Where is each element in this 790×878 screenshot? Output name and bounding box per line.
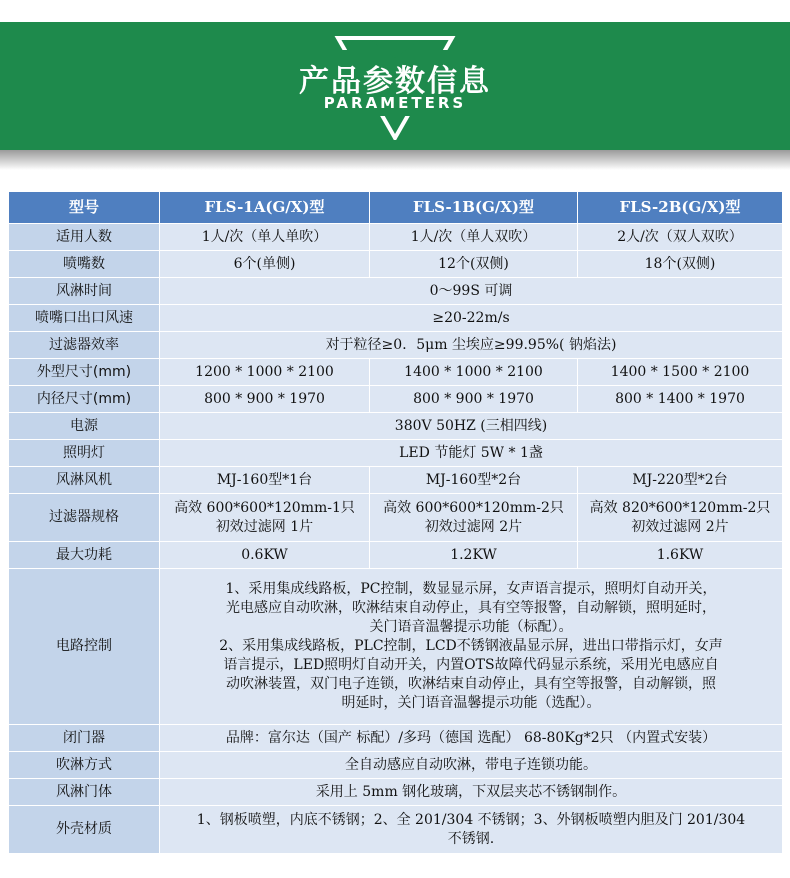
row-inner-size: [9, 386, 783, 413]
cell-value: MJ-160型*1台: [160, 467, 370, 494]
row-nozzles: [9, 251, 783, 278]
row-label: 喷嘴口出口风速: [9, 305, 160, 332]
cell-value: 2人/次（双人双吹）: [578, 224, 783, 251]
header-model-1a: FLS-1A(G/X)型: [160, 192, 370, 224]
row-label: 电路控制: [9, 569, 160, 725]
cell-line: 1、采用集成线路板，PC控制，数显显示屏，女声语言提示，照明灯自动开关，: [225, 581, 717, 597]
cell-line: 明延时，关门语音温馨提示功能（选配）。: [341, 695, 601, 711]
cell-line: 高效 820*600*120mm-2只: [589, 499, 771, 516]
banner: [0, 0, 790, 170]
cell-line: 1、钢板喷塑，内底不锈钢；2、全 201/304 不锈钢；3、外钢板喷塑内胆及门 201/304: [196, 811, 746, 828]
cell-value: 1人/次（单人双吹）: [370, 224, 578, 251]
cell-line: 动吹淋装置，双门电子连锁，吹淋结束自动停止，具有空等报警，自动解锁，照: [226, 676, 716, 692]
row-label: 吹淋方式: [9, 752, 160, 779]
cell-line: 初效过滤网 2片: [424, 518, 523, 535]
row-label: 电源: [9, 413, 160, 440]
header-model-2b: FLS-2B(G/X)型: [578, 192, 783, 224]
cell-value: 全自动感应自动吹淋，带电子连锁功能。: [160, 752, 783, 779]
row-max-power: [9, 542, 783, 569]
row-persons: [9, 224, 783, 251]
row-door-closer: [9, 725, 783, 752]
row-label: 内径尺寸(mm): [9, 386, 160, 413]
cell-value: 1200 * 1000 * 2100: [160, 359, 370, 386]
row-label: 最大功耗: [9, 542, 160, 569]
cell-line: 光电感应自动吹淋，吹淋结束自动停止，具有空等报警，自动解锁，照明延时，: [226, 600, 716, 616]
row-label: 外壳材质: [9, 806, 160, 854]
cell-value: MJ-220型*2台: [578, 467, 783, 494]
cell-value: 1人/次（单人单吹）: [160, 224, 370, 251]
cell-value: 380V 50HZ (三相四线): [160, 413, 783, 440]
row-fan: [9, 467, 783, 494]
row-light: [9, 440, 783, 467]
row-label: 风淋门体: [9, 779, 160, 806]
cell-value: [370, 494, 578, 542]
cell-value: 1400 * 1000 * 2100: [370, 359, 578, 386]
row-label: 适用人数: [9, 224, 160, 251]
cell-line: 2、采用集成线路板，PLC控制，LCD不锈钢液晶显示屏，进出口带指示灯，女声: [219, 638, 723, 654]
cell-value: [160, 494, 370, 542]
cell-value: 1400 * 1500 * 2100: [578, 359, 783, 386]
cell-value: 对于粒径≥0．5μm 尘埃应≥99.95%( 钠焰法): [160, 332, 783, 359]
row-power: [9, 413, 783, 440]
row-filter-efficiency: [9, 332, 783, 359]
cell-line: 初效过滤网 1片: [215, 518, 314, 535]
header-model-label: 型号: [9, 192, 160, 224]
row-outer-size: [9, 359, 783, 386]
row-label: 风淋风机: [9, 467, 160, 494]
banner-shadow: [0, 150, 790, 170]
cell-line: 关门语音温馨提示功能（标配）。: [369, 619, 573, 635]
row-label: 过滤器规格: [9, 494, 160, 542]
cell-value: 1.6KW: [578, 542, 783, 569]
row-label: 外型尺寸(mm): [9, 359, 160, 386]
cell-value: [160, 806, 783, 854]
row-label: 闭门器: [9, 725, 160, 752]
row-door-body: [9, 779, 783, 806]
cell-line: 高效 600*600*120mm-2只: [383, 499, 564, 516]
cell-value: 0～99S 可调: [160, 278, 783, 305]
cell-value: ≥20-22m/s: [160, 305, 783, 332]
cell-value: 800 * 900 * 1970: [160, 386, 370, 413]
cell-value: 18个(双侧): [578, 251, 783, 278]
row-filter-spec: [9, 494, 783, 542]
cell-value: 800 * 900 * 1970: [370, 386, 578, 413]
table-header-row: [9, 192, 783, 224]
row-label: 过滤器效率: [9, 332, 160, 359]
cell-line: 初效过滤网 2片: [631, 518, 729, 535]
row-circuit: [9, 569, 783, 725]
cell-value: 1.2KW: [370, 542, 578, 569]
row-air-speed: [9, 305, 783, 332]
banner-subtitle: PARAMETERS: [323, 94, 467, 112]
header-model-1b: FLS-1B(G/X)型: [370, 192, 578, 224]
row-label: 照明灯: [9, 440, 160, 467]
cell-value: 品牌：富尔达（国产 标配）/多玛（德国 选配） 68-80Kg*2只 （内置式安装）: [160, 725, 783, 752]
cell-line: 不锈钢.: [447, 830, 495, 847]
cell-value: 0.6KW: [160, 542, 370, 569]
cell-value: 6个(单侧): [160, 251, 370, 278]
cell-value: 800 * 1400 * 1970: [578, 386, 783, 413]
cell-line: 语言提示，LED照明灯自动开关，内置OTS故障代码显示系统，采用光电感应自: [223, 657, 719, 673]
cell-value: [578, 494, 783, 542]
row-label: 风淋时间: [9, 278, 160, 305]
cell-value: [160, 569, 783, 725]
row-shower-time: [9, 278, 783, 305]
row-shower-mode: [9, 752, 783, 779]
cell-value: 12个(双侧): [370, 251, 578, 278]
cell-line: 高效 600*600*120mm-1只: [174, 499, 355, 516]
cell-value: LED 节能灯 5W * 1盏: [160, 440, 783, 467]
cell-value: 采用上 5mm 钢化玻璃，下双层夹芯不锈钢制作。: [160, 779, 783, 806]
row-shell: [9, 806, 783, 854]
banner-title: 产品参数信息: [299, 64, 491, 99]
parameters-table: [8, 191, 783, 854]
cell-value: MJ-160型*2台: [370, 467, 578, 494]
row-label: 喷嘴数: [9, 251, 160, 278]
